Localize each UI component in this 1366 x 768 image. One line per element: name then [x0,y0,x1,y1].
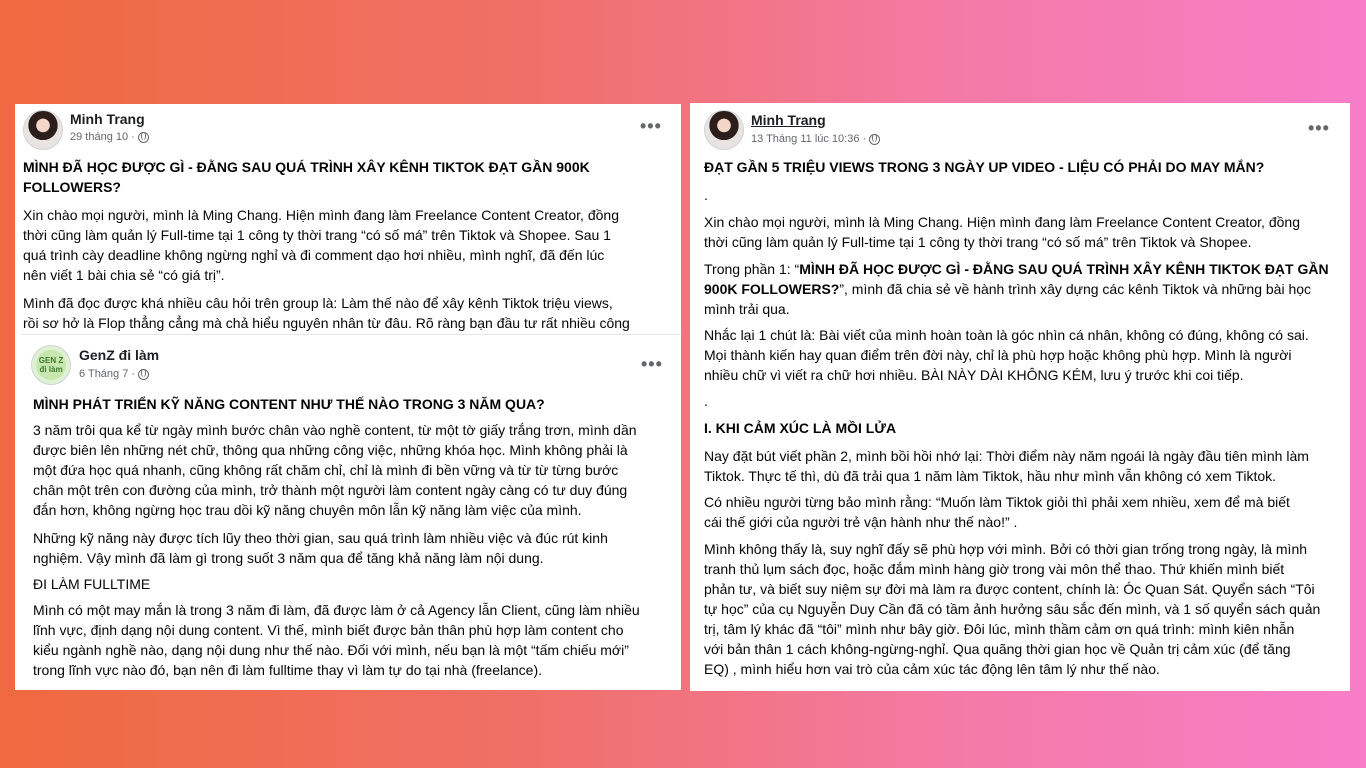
text-line: kiểu ngành nghề nào, dạng nội dung như thế nào. Đối với mình, nếu bạn là một “tấm chiếu mới” [33,642,629,658]
post-meta [79,368,149,380]
post-paragraph [704,325,1309,385]
text-line: quá trình cày deadline không ngừng nghỉ và đi comment dạo hơi nhiều, mình nghĩ, đã đến lúc [23,247,605,263]
post-minh-trang-1 [15,104,681,334]
globe-icon [869,134,880,145]
text-line: nhiều chữ vì viết ra chữ hơi nhiều. BÀI NÀY DÀI KHÔNG KÉM, lưu ý trước khi coi tiếp. [704,367,1244,383]
text-line [704,259,1329,279]
author-name[interactable]: GenZ đi làm [79,347,160,363]
text-line: 3 năm trôi qua kể từ ngày mình bước chân vào nghề content, từ một tờ giấy trắng trơn, mình dần [33,422,637,438]
post-meta [751,133,880,145]
text-line [704,279,1329,299]
text-line: Mình có một may mắn là trong 3 năm đi làm, đã được làm ở cả Agency lẫn Client, cũng làm nhiều [33,602,640,618]
text-line: Mình đã đọc được khá nhiều câu hỏi trên group là: Làm thế nào để xây kênh Tiktok triệu views, [23,295,613,311]
post-title-line: MÌNH ĐÃ HỌC ĐƯỢC GÌ - ĐẰNG SAU QUÁ TRÌNH XÂY KÊNH TIKTOK ĐẠT GẦN 900K [23,159,590,175]
post-date[interactable]: 6 Tháng 7 · [79,368,136,380]
avatar[interactable] [23,110,63,150]
post-title: MÌNH PHÁT TRIỂN KỸ NĂNG CONTENT NHƯ THẾ NÀO TRONG 3 NĂM QUA? [33,396,545,412]
text-line: một đứa học quá nhanh, cũng không rất chăm chỉ, chỉ là mình đi bền vững và từ từ từng bước [33,462,619,478]
text-line: thời cũng làm quản lý Full-time tại 1 công ty thời trang “có số má” trên Tiktok và Shopee. Sau 1 [23,227,611,243]
post-meta [70,131,149,143]
post-date[interactable]: 29 tháng 10 · [70,131,135,143]
avatar[interactable] [704,110,744,150]
genz-logo [36,350,66,380]
post-subheading: ĐI LÀM FULLTIME [33,576,151,592]
post-title: ĐẠT GẦN 5 TRIỆU VIEWS TRONG 3 NGÀY UP VIDEO - LIỆU CÓ PHẢI DO MAY MẮN? [704,159,1265,175]
text-line: Tiktok. Thực tế thì, dù đã trải qua 1 năm làm Tiktok, hầu như mình vẫn không có xem Tiktok. [704,468,1277,484]
text-line: Xin chào mọi người, mình là Ming Chang. Hiện mình đang làm Freelance Content Creator, đồng [23,207,619,223]
text-line: nghiệm. Vậy mình đã làm gì trong suốt 3 năm qua để tăng khả năng làm nội dung. [33,550,544,566]
post-paragraph [704,492,1290,532]
text-line: lĩnh vực, định dạng nội dung content. Vì thế, mình biết được bản thân phù hợp làm content cho [33,622,624,638]
text-line: EQ) , mình hiểu hơn vai trò của cảm xúc tác động lên tâm lý như thế nào. [704,661,1160,677]
text-line: Xin chào mọi người, mình là Ming Chang. Hiện mình đang làm Freelance Content Creator, đồng [704,214,1300,230]
avatar[interactable] [31,345,71,385]
text-line: cái thế giới của người trẻ vận hành như thế nào!” . [704,514,1018,530]
author-name[interactable]: Minh Trang [70,111,145,127]
post-paragraph [704,539,1320,679]
text-line: Những kỹ năng này được tích lũy theo thời gian, sau quá trình làm nhiều việc và đúc rút kinh [33,530,608,546]
globe-icon [138,369,149,380]
globe-icon [138,132,149,143]
text-line: trong lĩnh vực nào đó, bạn nên đi làm fulltime thay vì làm tự do tại nhà (freelance). [33,662,543,678]
text-line: Nhắc lại 1 chút là: Bài viết của mình hoàn toàn là góc nhìn cá nhân, không có đúng, không có sai. [704,327,1309,343]
text-line: tranh thủ lụm sách đọc, hoặc đắm mình hàng giờ trong vài môn thể thao. Thứ khiến mình biết [704,561,1285,577]
text-line: chân một trên con đường của mình, trở thành một người làm content ngày càng có tư duy đúng [33,482,628,498]
separator-dot: . [704,393,708,409]
text-span: ”, mình đã chia sẻ về hành trình xây dựng các kênh Tiktok và những bài học [839,281,1312,297]
text-line: rồi sơ hở là Flop thẳng cẳng mà chả hiểu nguyên nhân từ đâu. Rõ ràng bạn đầu tư rất nhiều công [23,315,630,331]
post-paragraph [704,212,1300,252]
post-paragraph [704,259,1329,319]
post-paragraph [23,293,630,333]
left-post-card [15,104,681,690]
text-span: Trong phần 1: “ [704,261,800,277]
post-paragraph [33,528,608,568]
more-options-icon[interactable]: ••• [640,116,662,136]
author-name[interactable]: Minh Trang [751,112,826,128]
logo-text: GEN Z đi làm [38,356,64,374]
text-line: thời cũng làm quản lý Full-time tại 1 công ty thời trang “có số má” trên Tiktok và Shopee. [704,234,1252,250]
text-line: trị, tâm lý khác đã “tôi” mình như bây giờ. Đôi lúc, mình thầm cảm ơn quá trình: mình kiên nhẫn [704,621,1295,637]
text-span-bold: 900K FOLLOWERS? [704,281,840,297]
text-line: mình trải qua. [704,301,790,317]
text-line: với bản thân 1 cách không-ngừng-nghỉ. Qua quãng thời gian học về Quản trị cảm xúc (để tăng [704,641,1291,657]
section-heading: I. KHI CẢM XÚC LÀ MỒI LỬA [704,420,897,436]
post-paragraph [704,446,1309,486]
text-line: Nay đặt bút viết phần 2, mình bồi hồi nhớ lại: Thời điểm này năm ngoái là ngày đầu tiên mình làm [704,448,1309,464]
text-line: nên viết 1 bài chia sẻ “có giá trị”. [23,267,225,283]
text-line: tự học” của cụ Nguyễn Duy Cần đã có tầm ảnh hưởng sâu sắc đến mình, và 1 số quyển sách quản [704,601,1321,617]
right-post-card [690,103,1350,691]
text-line: phản tư, và biết suy niệm sự đời mà làm ra được content, chính là: Óc Quan Sát. Quyển sách “Tôi [704,581,1315,597]
post-paragraph [23,205,619,285]
post-genz-di-lam [21,334,681,690]
text-span-bold: MÌNH ĐÃ HỌC ĐƯỢC GÌ - ĐẰNG SAU QUÁ TRÌNH XÂY KÊNH TIKTOK ĐẠT GẦN [799,261,1329,277]
text-line: Mọi thành kiến hay quan điểm trên đời này, chỉ là phù hợp hoặc không phù hợp. Mình là người [704,347,1292,363]
post-title [23,157,673,197]
post-date[interactable]: 13 Tháng 11 lúc 10:36 · [751,133,867,145]
text-line: Mình không thấy là, suy nghĩ đấy sẽ phù hợp với mình. Bởi có thời gian trống trong ngày, là mình [704,541,1308,557]
more-options-icon[interactable]: ••• [641,354,663,374]
text-line: được biên lên những nét chữ, thông qua những công việc, những khóa học. Mình không phải là [33,442,628,458]
text-line: Có nhiều người từng bảo mình rằng: “Muốn làm Tiktok giỏi thì phải xem nhiều, xem để mà biết [704,494,1290,510]
separator-dot: . [704,187,708,203]
more-options-icon[interactable]: ••• [1308,118,1330,138]
post-paragraph [33,420,637,520]
text-line: đắn hơn, không ngừng học trau dồi kỹ năng chuyên môn lẫn kỹ năng làm việc của mình. [33,502,582,518]
post-paragraph [33,600,640,680]
post-title-line: FOLLOWERS? [23,179,121,195]
